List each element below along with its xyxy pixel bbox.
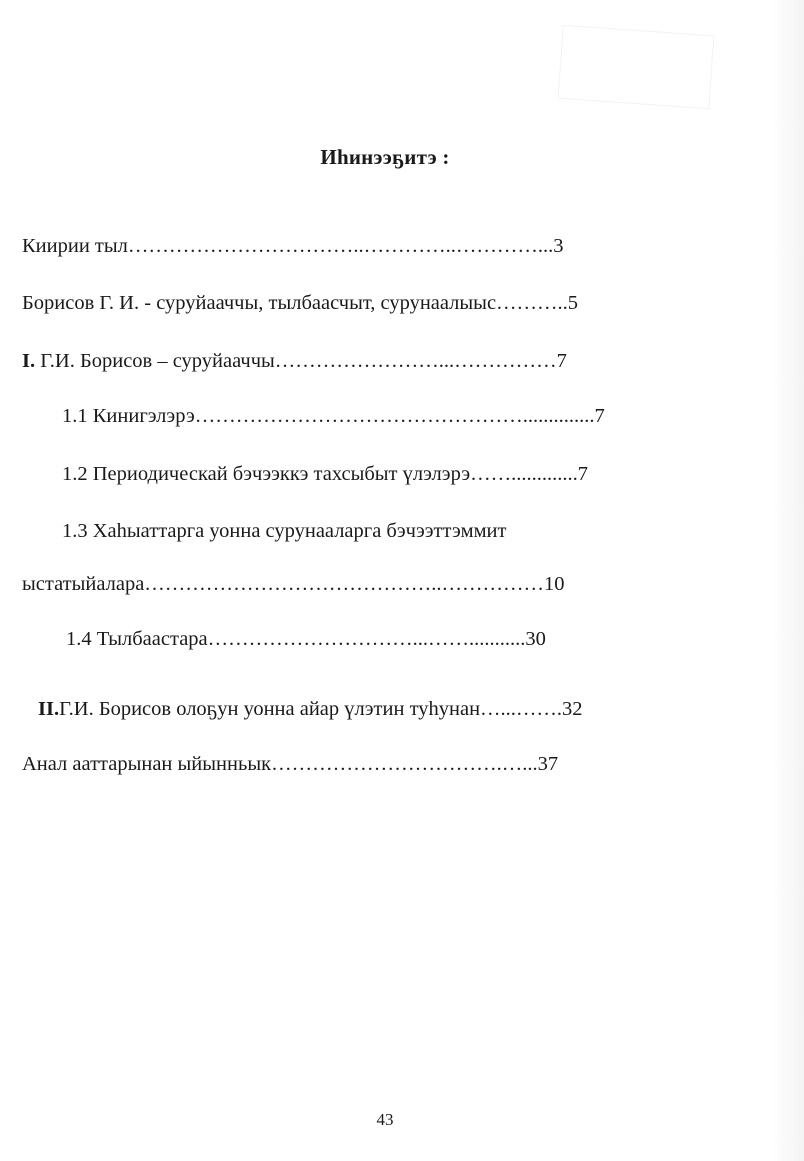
toc-entry-text: Борисов Г. И. - суруйааччы, тылбаасчыт, сурунаалыыс………..5: [22, 292, 579, 314]
toc-entry-text: Г.И. Борисов олоҕун уонна айар үлэтин туһунан…...…….32: [59, 698, 583, 720]
toc-entry-section-1-2: [62, 462, 588, 486]
toc-entry-text: 1.4 Тылбаастара…………………………...……...........30: [66, 628, 546, 650]
toc-entry-chapter-2: [38, 697, 583, 721]
toc-entry-borisov-overview: [22, 291, 578, 315]
toc-entry-introduction: [22, 234, 564, 258]
toc-entry-text: 1.1 Кинигэлэрэ…………………………………………..............7: [62, 405, 605, 427]
toc-entry-text: Анал ааттарынан ыйынньык…………………………….…...37: [22, 753, 559, 775]
toc-entry-text: ыстатыйалара……………………………………..……………10: [22, 573, 565, 595]
toc-entry-text: Г.И. Борисов – суруйааччы……………………...……………7: [35, 350, 567, 372]
page-number: 43: [376, 1110, 394, 1129]
toc-entry-section-1-3: [62, 519, 506, 543]
toc-entry-section-1-1: [62, 404, 605, 428]
toc-entry-section-1-4: [66, 627, 546, 651]
toc-entry-name-index: [22, 752, 558, 776]
toc-entry-chapter-1: [22, 349, 567, 373]
toc-entry-prefix: II.: [38, 698, 60, 720]
toc-entry-prefix: I.: [22, 350, 36, 372]
page-title: Иһинээҕитэ :: [320, 145, 450, 169]
toc-entry-text: Киирии тыл……………………………..…………..…………...3: [22, 235, 564, 257]
toc-entry-text: 1.3 Хаһыаттарга уонна сурунааларга бэчээттэммит: [62, 520, 507, 542]
faint-stamp-mark: [558, 25, 715, 109]
toc-entry-section-1-3-continued: [22, 572, 565, 596]
toc-entry-text: 1.2 Периодическай бэчээккэ тахсыбыт үлэлэрэ…….............7: [62, 463, 589, 485]
